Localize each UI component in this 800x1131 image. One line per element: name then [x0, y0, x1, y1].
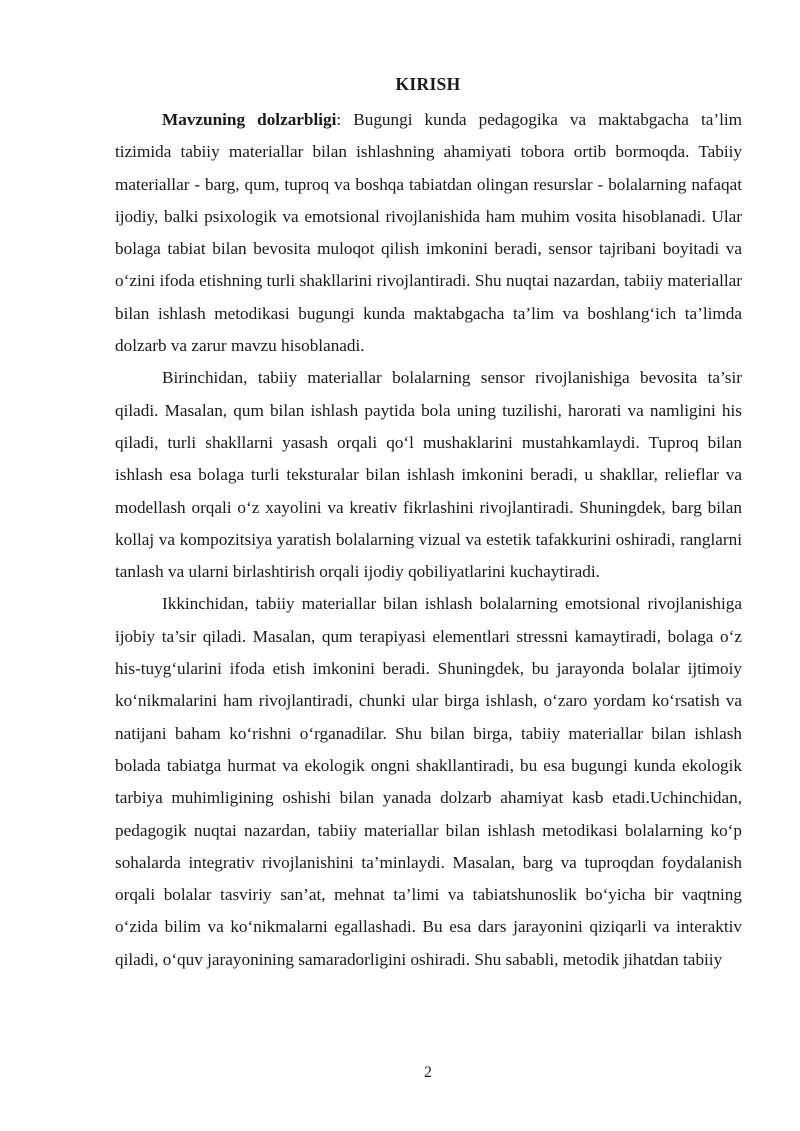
page-number: 2 — [424, 1064, 432, 1081]
paragraph-first: Birinchidan, tabiiy materiallar bolalarning sensor rivojlanishiga bevosita ta’sir qiladi. Masalan, qum bilan ishlash paytida bola uning tuzilishi, harorati va namligini his qiladi, turli shakllarni yasash orqali qo‘l mushaklarini mustahkamlaydi. Tuproq bilan ishlash esa bolaga turli teksturalar bilan ishlash imkonini beradi, u shakllar, relieflar va modellash orqali o‘z xayolini va kreativ fikrlashini rivojlantiradi. Shuningdek, barg bilan kollaj va kompozitsiya yaratish bolalarning vizual va estetik tafakkurini oshiradi, ranglarni tanlash va ularni birlashtirish orqali ijodiy qobiliyatlarini kuchaytiradi. — [115, 368, 742, 582]
relevance-label: Mavzuning dolzarbligi — [162, 110, 337, 129]
paragraph-relevance — [115, 104, 742, 362]
paragraph-second: Ikkinchidan, tabiiy materiallar bilan ishlash bolalarning emotsional rivojlanishiga ijobiy ta’sir qiladi. Masalan, qum terapiyasi elementlari stressni kamaytiradi, bolaga o‘z his-tuyg‘ularini ifoda etish imkonini beradi. Shuningdek, bu jarayonda bolalar ijtimoiy ko‘nikmalarini ham rivojlantiradi, chunki ular birga ishlash, o‘zaro yordam ko‘rsatish va natijani baham ko‘rishni o‘rganadilar. Shu bilan birga, tabiiy materiallar bilan ishlash bolada tabiatga hurmat va ekologik ongni shakllantiradi, bu esa bugungi kunda ekologik tarbiya muhimligining oshishi bilan yanada dolzarb ahamiyat kasb etadi.Uchinchidan, pedagogik nuqtai nazardan, tabiiy materiallar bilan ishlash metodikasi bolalarning ko‘p sohalarda integrativ rivojlanishini ta’minlaydi. Masalan, barg va tuproqdan foydalanish orqali bolalar tasviriy san’at, mehnat ta’limi va tabiatshunoslik bo‘yicha bir vaqtning o‘zida bilim va ko‘nikmalarni egallashadi. Bu esa dars jarayonini qiziqarli va interaktiv qiladi, o‘quv jarayonining samaradorligini oshiradi. Shu sababli, metodik jihatdan tabiiy — [115, 594, 742, 969]
body-text — [115, 104, 742, 976]
section-heading: KIRISH — [395, 74, 461, 94]
relevance-text: : Bugungi kunda pedagogika va maktabgacha ta’lim tizimida tabiiy materiallar bilan ishlashning ahamiyati tobora ortib bormoqda. Tabiiy materiallar - barg, qum, tuproq va boshqa tabiatdan olingan resurslar - bolalarning nafaqat ijodiy, balki psixologik va emotsional rivojlanishida ham muhim vosita hisoblanadi. Ular bolaga tabiat bilan bevosita muloqot qilish imkonini beradi, sensor tajribani boyitadi va o‘zini ifoda etishning turli shakllarini rivojlantiradi. Shu nuqtai nazardan, tabiiy materiallar bilan ishlash metodikasi bugungi kunda maktabgacha ta’lim va boshlang‘ich ta’limda dolzarb va zarur mavzu hisoblanadi. — [115, 110, 742, 356]
